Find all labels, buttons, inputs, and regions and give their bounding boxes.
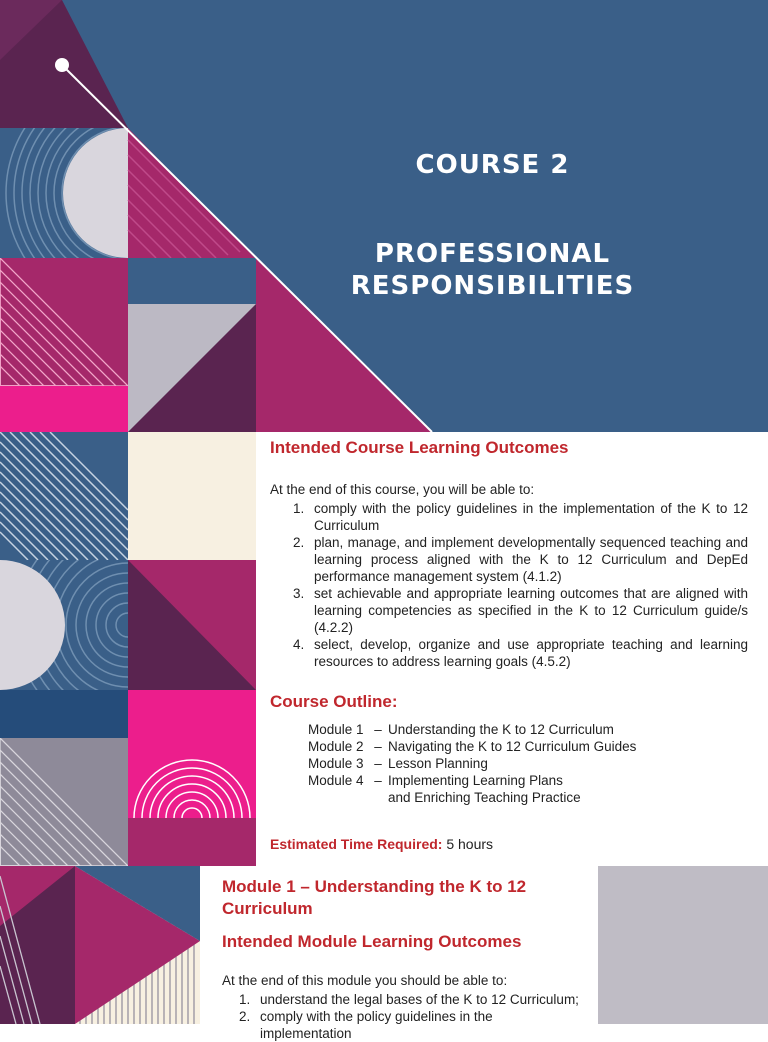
module-number: Module 3 xyxy=(308,756,364,771)
module-row xyxy=(308,772,748,789)
module-dash: – xyxy=(374,739,382,754)
title-slide xyxy=(0,0,768,432)
geometric-sidebar xyxy=(0,866,200,1024)
module-title: Implementing Learning Plans xyxy=(388,773,563,788)
module-title: Understanding the K to 12 Curriculum xyxy=(388,722,614,737)
module-outcomes-list xyxy=(222,991,582,1042)
module-dash: – xyxy=(374,756,382,771)
outcomes-intro: At the end of this course, you will be able to: xyxy=(270,482,535,497)
module-dash: – xyxy=(374,722,382,737)
module-number: Module 1 xyxy=(308,722,364,737)
module-title: Navigating the K to 12 Curriculum Guides xyxy=(388,739,637,754)
module-outcome-item: 2. comply with the policy guidelines in the implementation xyxy=(254,1008,582,1042)
outline-heading: Course Outline: xyxy=(270,692,398,711)
module-list xyxy=(308,721,748,806)
module-number: Module 4 xyxy=(308,773,364,788)
module-page xyxy=(200,866,598,1041)
module-row xyxy=(308,755,748,772)
module-row xyxy=(308,721,748,738)
geometric-sidebar xyxy=(0,432,256,866)
estimated-time-label: Estimated Time Required: xyxy=(270,836,443,852)
outcomes-heading: Intended Course Learning Outcomes xyxy=(270,438,569,457)
outcomes-slide xyxy=(0,432,768,866)
course-number: COURSE 2 xyxy=(415,150,570,180)
outcome-item: 2. plan, manage, and implement developmentally sequenced teaching and learning process aligned with the K to 12 Curriculum and DepEd performance management system (4.1.2) xyxy=(308,534,748,585)
estimated-time xyxy=(270,836,748,852)
module-row xyxy=(308,738,748,755)
module-row-continued xyxy=(308,789,748,806)
module-number: Module 2 xyxy=(308,739,364,754)
module-intro: At the end of this module you should be able to: xyxy=(222,973,508,988)
course-title: PROFESSIONAL RESPONSIBILITIES xyxy=(350,239,635,301)
estimated-time-value: 5 hours xyxy=(446,836,494,852)
outcome-item: 1. comply with the policy guidelines in the implementation of the K to 12 Curriculum xyxy=(308,500,748,534)
module-title: Lesson Planning xyxy=(388,756,488,771)
module-title-continued: and Enriching Teaching Practice xyxy=(388,790,581,805)
module-heading: Module 1 – Understanding the K to 12 Curriculum xyxy=(222,877,527,918)
geometric-decoration xyxy=(0,0,768,432)
outcome-item: 3. set achievable and appropriate learning outcomes that are aligned with learning competencies as specified in the K to 12 Curriculum guide/s (4.2.2) xyxy=(308,585,748,636)
module-subheading: Intended Module Learning Outcomes xyxy=(222,932,522,951)
outcomes-list xyxy=(270,500,748,670)
module-slide xyxy=(0,866,768,1041)
outcome-item: 4. select, develop, organize and use appropriate teaching and learning resources to address learning goals (4.5.2) xyxy=(308,636,748,670)
module-outcome-item: 1. understand the legal bases of the K to 12 Curriculum; xyxy=(254,991,582,1008)
module-dash: – xyxy=(374,773,382,788)
